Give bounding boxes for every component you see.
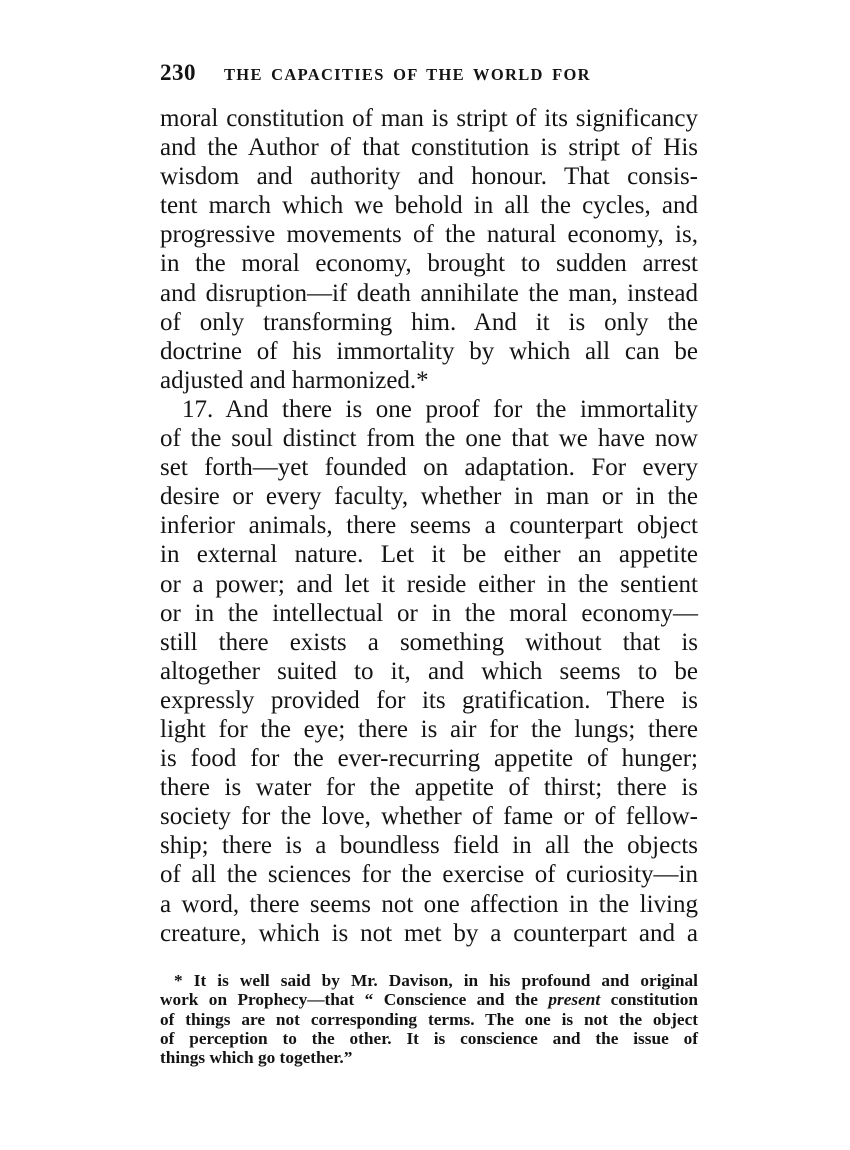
text-line: in the moral economy, brought to sudden arrest bbox=[160, 250, 698, 278]
text-line: inferior animals, there seems a counterpart object bbox=[160, 512, 698, 540]
text-line: set forth—yet founded on adaptation. For every bbox=[160, 454, 698, 482]
text-line: light for the eye; there is air for the lungs; there bbox=[160, 715, 698, 743]
text-line: of only transforming him. And it is only the bbox=[160, 308, 698, 336]
text-line: desire or every faculty, whether in man or in the bbox=[160, 483, 698, 511]
text-line: ship; there is a boundless field in all the objects bbox=[160, 832, 698, 860]
text-line: wisdom and authority and honour. That consis- bbox=[160, 163, 698, 191]
text-line: society for the love, whether of fame or of fellow- bbox=[160, 803, 698, 831]
footnote-line: of things are not corresponding terms. The one is not the object bbox=[160, 1009, 698, 1029]
footnote-line-tail: constitution bbox=[600, 990, 698, 1010]
text-line: tent march which we behold in all the cycles, and bbox=[160, 192, 698, 220]
running-head bbox=[160, 60, 698, 86]
footnote-line-text: work on Prophecy—that “ Conscience and the bbox=[160, 990, 549, 1010]
text-line: there is water for the appetite of thirst; there is bbox=[160, 774, 698, 802]
footnote-line bbox=[160, 990, 698, 1009]
running-title: THE CAPACITIES OF THE WORLD FOR bbox=[224, 65, 591, 84]
text-line: in external nature. Let it be either an appetite bbox=[160, 541, 698, 569]
footnote-emphasis: present bbox=[548, 990, 601, 1010]
text-line: or a power; and let it reside either in the sentient bbox=[160, 570, 698, 598]
text-line: altogether suited to it, and which seems to be bbox=[160, 657, 698, 685]
text-line: expressly provided for its gratification. There is bbox=[160, 686, 698, 714]
text-line: doctrine of his immortality by which all can be bbox=[160, 337, 698, 365]
page-number: 230 bbox=[160, 60, 196, 85]
text-line: is food for the ever-recurring appetite of hunger; bbox=[160, 745, 698, 773]
text-line: progressive movements of the natural economy, is, bbox=[160, 221, 698, 249]
text-line: still there exists a something without that is bbox=[160, 628, 698, 656]
text-line: creature, which is not met by a counterpart and a bbox=[160, 919, 698, 947]
book-page bbox=[160, 60, 698, 1068]
text-line: of all the sciences for the exercise of curiosity—in bbox=[160, 861, 698, 889]
text-line: or in the intellectual or in the moral economy— bbox=[160, 599, 698, 627]
footnote bbox=[160, 971, 698, 1068]
paragraph-17-start: 17. And there is one proof for the immortality bbox=[182, 395, 698, 423]
text-line: and the Author of that constitution is stript of His bbox=[160, 134, 698, 162]
footnote-line: things which go together.” bbox=[160, 1048, 353, 1068]
text-line: of the soul distinct from the one that we have now bbox=[160, 425, 698, 453]
footnote-line: * It is well said by Mr. Davison, in his profound and original bbox=[174, 970, 698, 990]
text-line: moral constitution of man is stript of its significancy bbox=[160, 105, 698, 132]
footnote-line: of perception to the other. It is conscience and the issue of bbox=[160, 1028, 698, 1048]
text-line: a word, there seems not one affection in the living bbox=[160, 890, 698, 918]
body-text bbox=[160, 104, 698, 948]
text-line: and disruption—if death annihilate the man, instead bbox=[160, 279, 698, 307]
text-line: adjusted and harmonized.* bbox=[160, 366, 429, 394]
